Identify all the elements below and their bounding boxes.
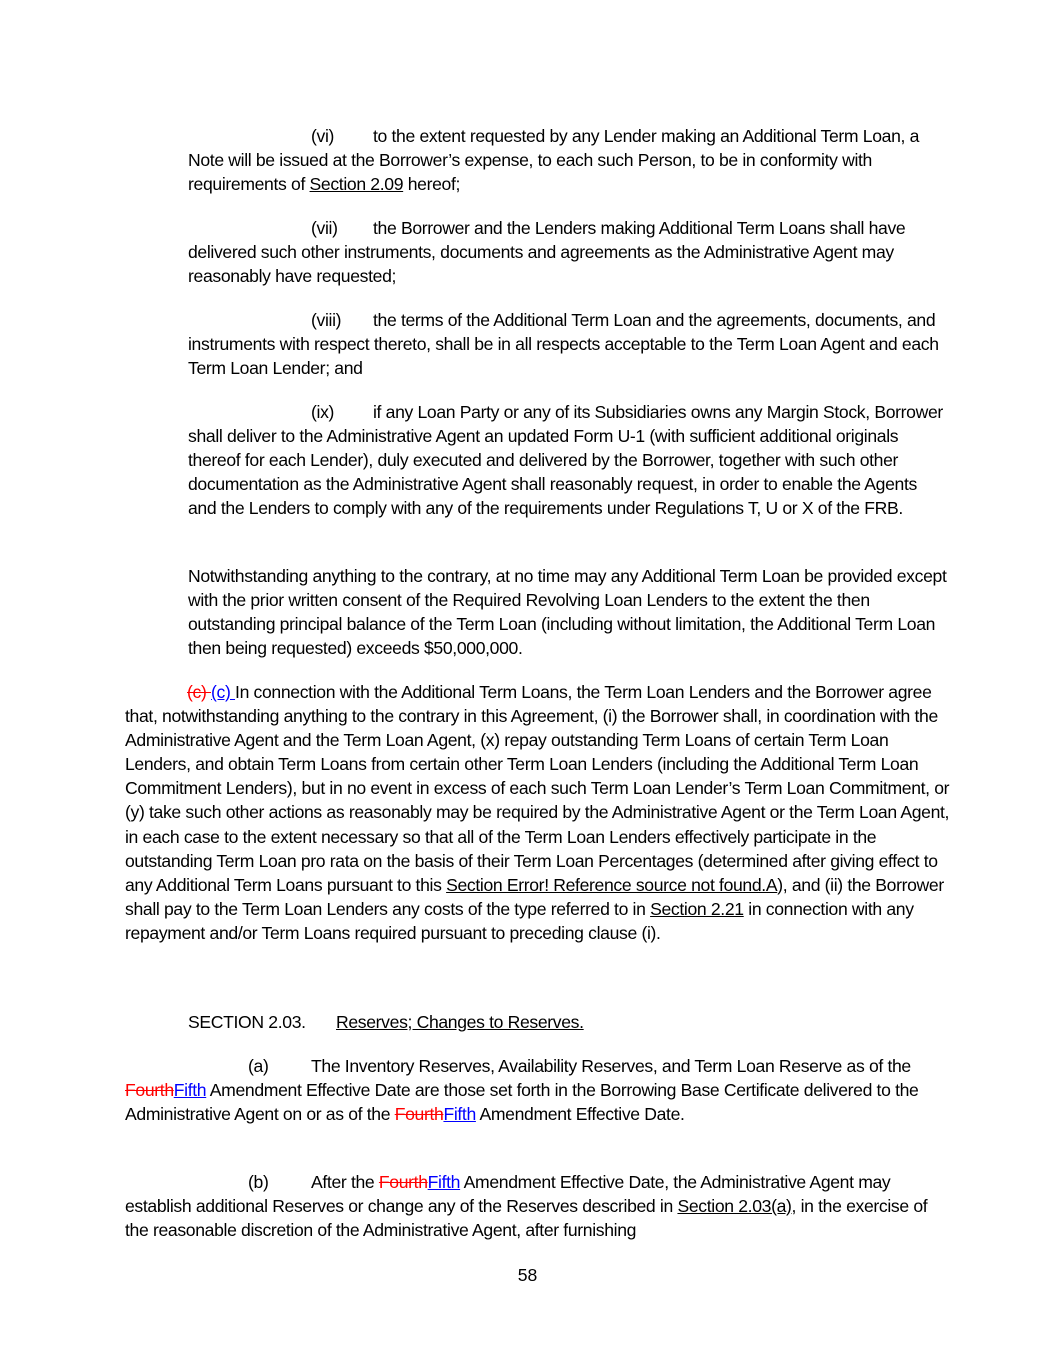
paragraph-ix xyxy=(188,400,948,520)
clause-text-mid: Amendment Effective Date are those set forth in the Borrowing Base Certificate delivered to the Administrative Agent on or as of the xyxy=(125,1080,919,1125)
paragraph-vii xyxy=(188,216,948,288)
paragraph-text: In connection with the Additional Term Loans, the Term Loan Lenders and the Borrower agree that, notwithstanding anything to the contrary in this Agreement, (i) the Borrower shall, in coordination with the Administrative Agent and the Term Loan Agent, (x) repay outstanding Term Loans of certain Term Loan Lenders, and obtain Term Loans from certain other Term Loan Lenders (including the Additional Term Loan Commitment Lenders), but in no event in excess of each such Term Loan Lender’s Term Loan Commitment, or (y) take such other actions as reasonably may be required by the Administrative Agent or the Term Loan Agent, in each case to the extent necessary so that all of the Term Loan Lenders effectively participate in the outstanding Term Loan pro rata on the basis of their Term Loan Percentages (determined after giving effect to any Additional Term Loans pursuant to this xyxy=(125,682,950,895)
clause-number: (vi) xyxy=(311,126,335,146)
section-2-21-link[interactable]: Section 2.21 xyxy=(650,898,744,919)
clause-text-mid: Amendment Effective Date, the Administrative Agent may establish additional Reserves or change any of the Reserves described in xyxy=(125,1172,891,1217)
paragraph-b xyxy=(125,1170,950,1242)
clause-number: (ix) xyxy=(311,402,335,422)
section-title: Reserves; Changes to Reserves. xyxy=(336,1012,584,1032)
paragraph-text-end: in connection with any repayment and/or Term Loans required pursuant to preceding clause (i). xyxy=(125,898,914,943)
clause-number: (vii) xyxy=(311,218,338,238)
paragraph-a xyxy=(125,1054,950,1126)
clause-text-end: , in the exercise of the reasonable discretion of the Administrative Agent, after furnishing xyxy=(125,1196,928,1241)
deleted-clause-label: (c) xyxy=(187,682,212,702)
section-2-03a-link[interactable]: Section 2.03(a) xyxy=(677,1196,792,1217)
clause-number: (a) xyxy=(248,1056,269,1076)
clause-text: the Borrower and the Lenders making Additional Term Loans shall have delivered such other instruments, documents and agreements as the Administrative Agent may reasonably have requested; xyxy=(188,218,906,287)
paragraph-notwithstanding xyxy=(188,564,948,660)
section-number: SECTION 2.03. xyxy=(188,1012,306,1032)
clause-text: if any Loan Party or any of its Subsidiaries owns any Margin Stock, Borrower shall deliver to the Administrative Agent an updated Form U-1 (with sufficient additional originals thereof for each Lender), duly executed and delivered by the Borrower, together with such other documentation as the Administrative Agent shall reasonably request, in order to enable the Agents and the Lenders to comply with any of the requirements under Regulations T, U or X of the FRB. xyxy=(188,402,943,519)
deleted-word: Fourth xyxy=(378,1172,428,1192)
inserted-word: Fifth xyxy=(173,1080,207,1101)
inserted-clause-label: (c) xyxy=(211,682,236,702)
clause-text: After the xyxy=(311,1172,379,1192)
paragraph-text: Notwithstanding anything to the contrary, at no time may any Additional Term Loan be provided except with the prior written consent of the Required Revolving Loan Lenders to the extent the then outstanding principal balance of the Term Loan (including without limitation, the Additional Term Loan then being requested) exceeds $50,000,000. xyxy=(188,566,947,659)
paragraph-text-mid: ), and (ii) the Borrower shall pay to the Term Loan Lenders any costs of the type referred to in xyxy=(125,874,944,919)
clause-text: The Inventory Reserves, Availability Reserves, and Term Loan Reserve as of the xyxy=(311,1056,911,1076)
clause-text-end: Amendment Effective Date. xyxy=(475,1104,685,1125)
paragraph-vi xyxy=(188,124,948,196)
inserted-word: Fifth xyxy=(443,1104,476,1125)
paragraph-c xyxy=(125,680,950,945)
clause-text: the terms of the Additional Term Loan and the agreements, documents, and instruments with respect thereto, shall be in all respects acceptable to the Term Loan Agent and each Term Loan Lender; and xyxy=(188,310,939,379)
deleted-word: Fourth xyxy=(125,1080,174,1101)
clause-text-end: hereof; xyxy=(403,174,461,195)
clause-number: (b) xyxy=(248,1172,269,1192)
section-reference-link[interactable]: Section 2.09 xyxy=(309,174,404,195)
clause-number: (viii) xyxy=(311,310,342,330)
page-number: 58 xyxy=(517,1265,538,1285)
section-heading xyxy=(188,1010,584,1034)
inserted-word: Fifth xyxy=(427,1172,461,1192)
section-error-reference-link[interactable]: Section Error! Reference source not found.A xyxy=(446,874,778,895)
paragraph-viii xyxy=(188,308,948,380)
deleted-word: Fourth xyxy=(394,1104,444,1125)
clause-text: to the extent requested by any Lender making an Additional Term Loan, a Note will be issued at the Borrower’s expense, to each such Person, to be in conformity with requirements of xyxy=(188,126,920,195)
